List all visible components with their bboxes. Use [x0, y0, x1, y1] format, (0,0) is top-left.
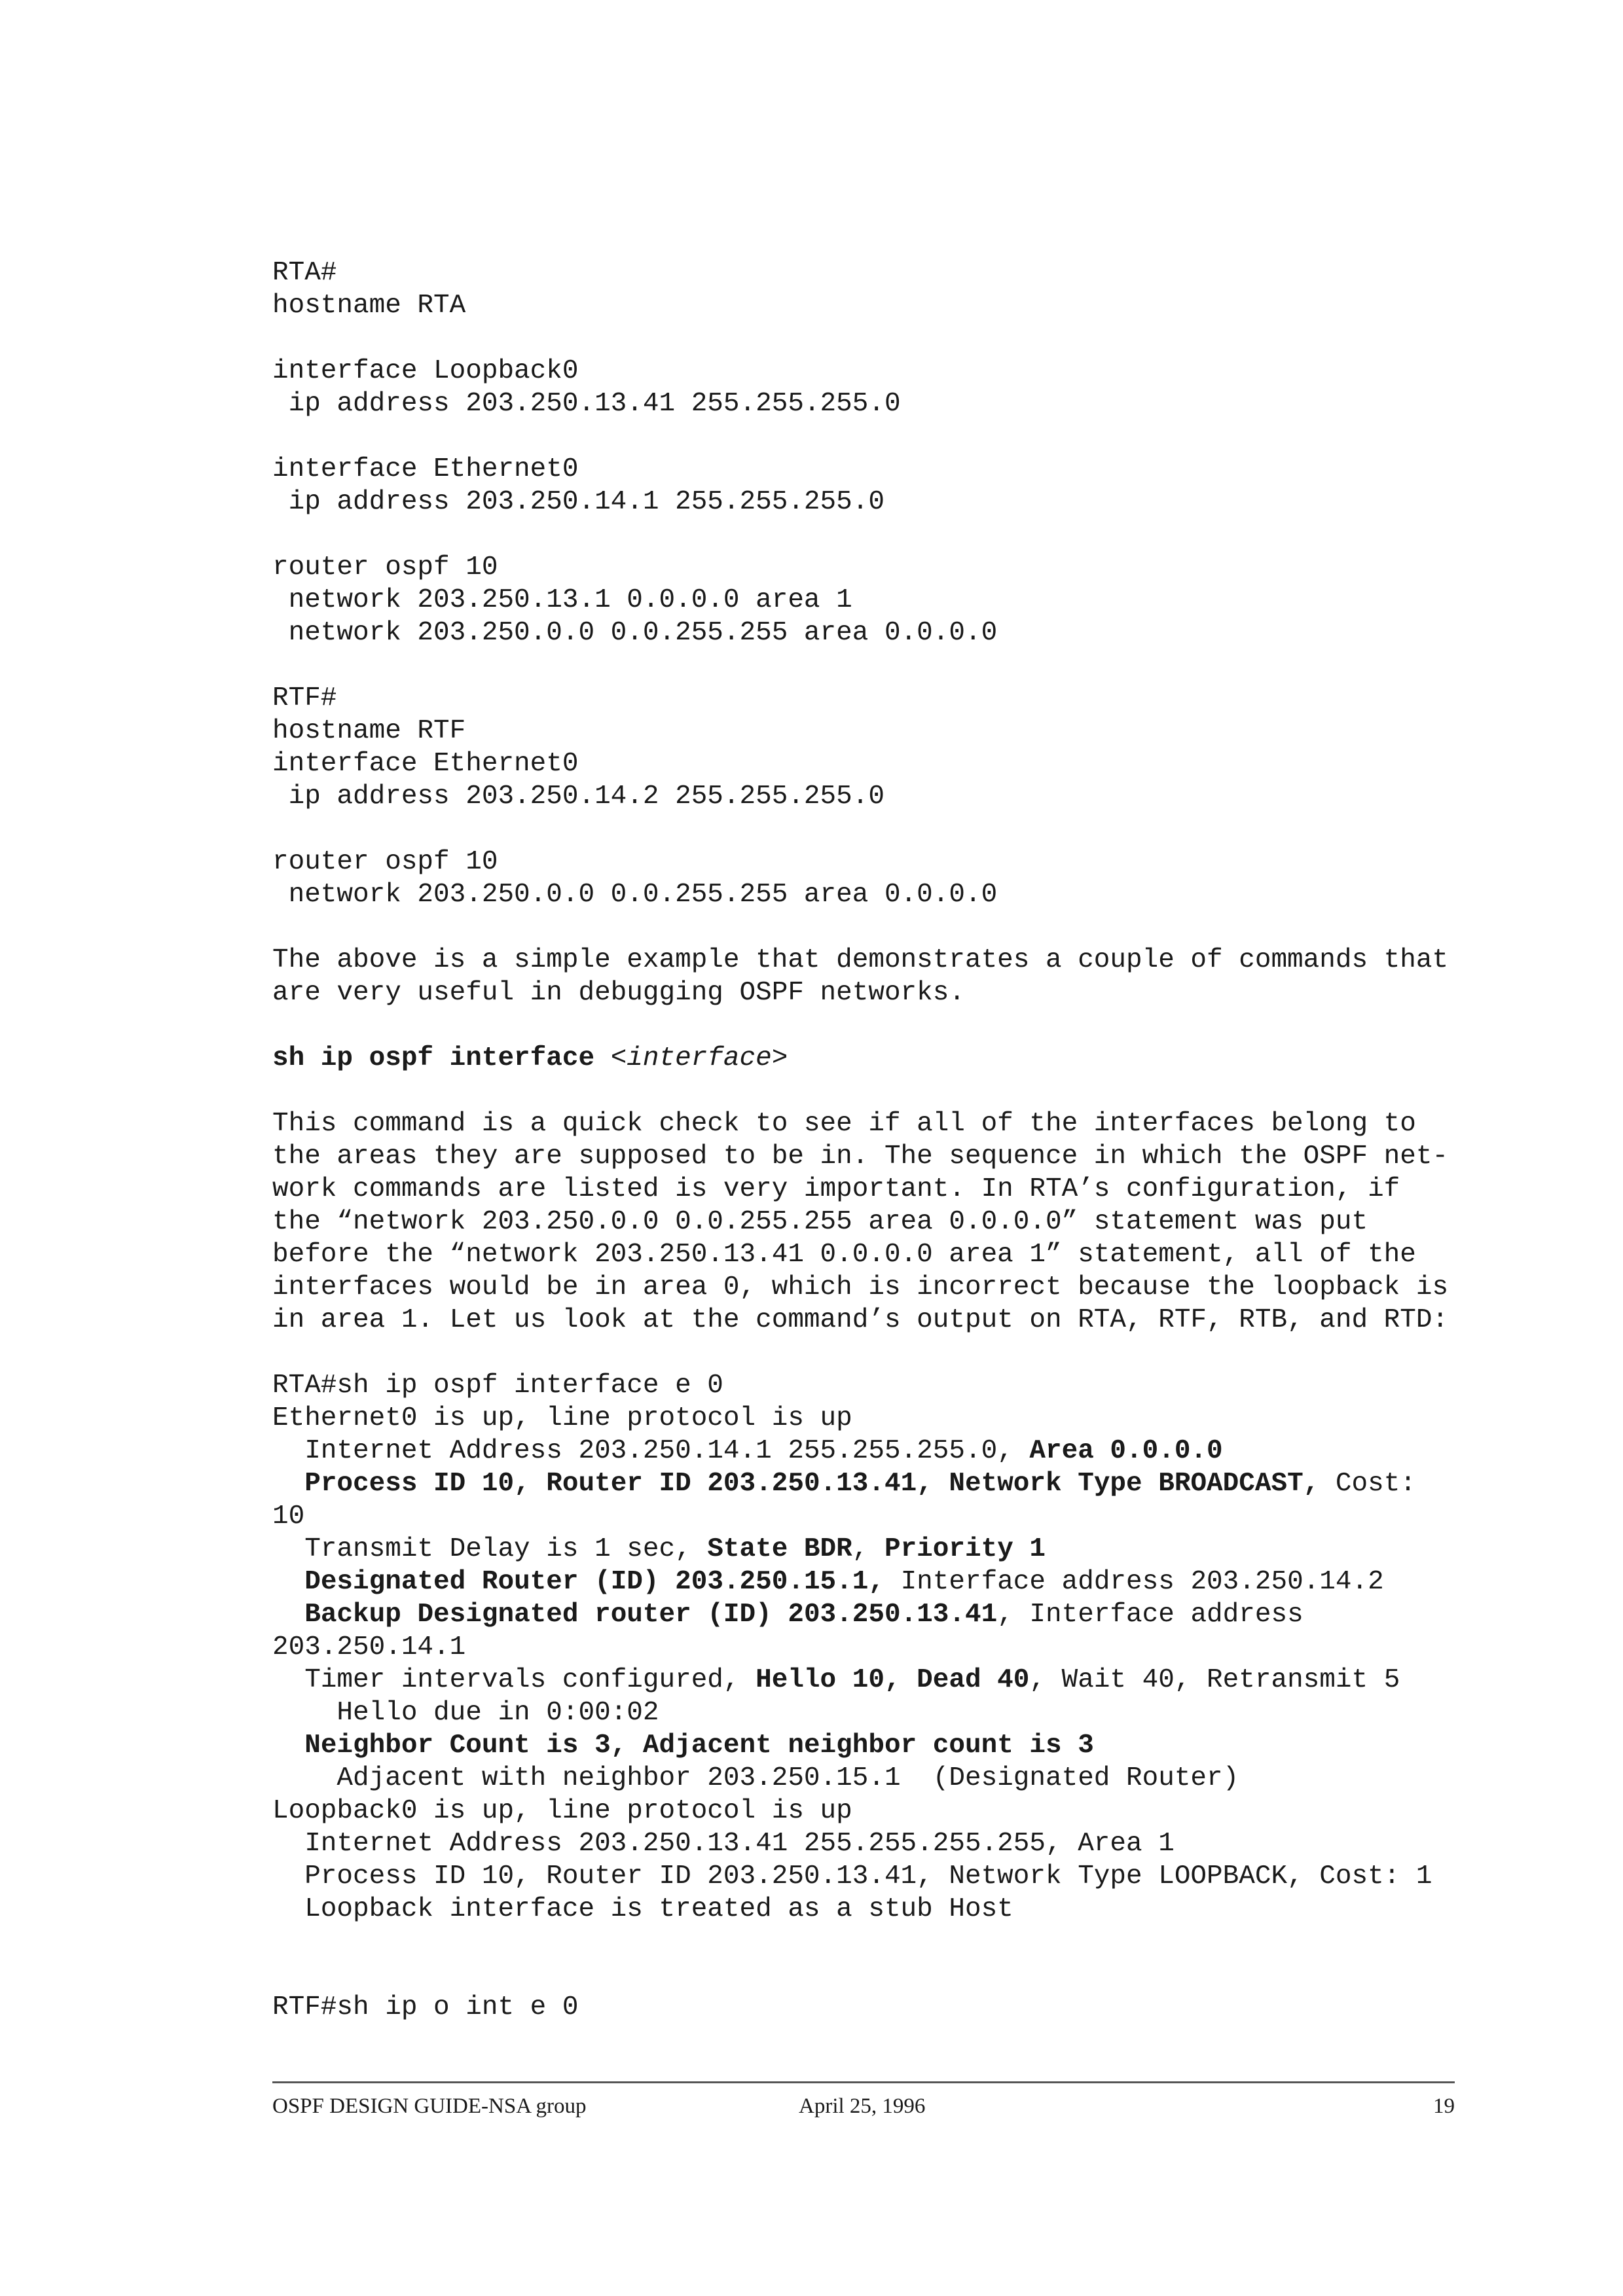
footer-divider [272, 2081, 1455, 2083]
text-segment: Cost: [1319, 1469, 1416, 1499]
rta-output-loopback-process: Process ID 10, Router ID 203.250.13.41, Network Type LOOPBACK, Cost: 1 [272, 1861, 1432, 1892]
neighbor-count: Neighbor Count is 3, Adjacent neighbor count is 3 [304, 1731, 1094, 1761]
spacer [272, 420, 1464, 453]
rta-config-prompt: RTA# [272, 258, 337, 288]
text-segment [272, 1600, 304, 1630]
rtf-config-ethernet-ip: ip address 203.250.14.2 255.255.255.0 [272, 781, 884, 812]
rta-config-network-2: network 203.250.0.0 0.0.255.255 area 0.0.0.0 [272, 618, 998, 648]
rtf-config-prompt: RTF# [272, 683, 337, 713]
text-segment: Timer intervals configured, [272, 1665, 756, 1695]
rta-config-network-1: network 203.250.13.1 0.0.0.0 area 1 [272, 585, 852, 615]
rtf-config-hostname: hostname RTF [272, 716, 466, 746]
rta-config-hostname: hostname RTA [272, 291, 466, 321]
description-line-7: in area 1. Let us look at the command’s output on RTA, RTF, RTB, and RTD: [272, 1305, 1449, 1335]
footer-document-title: OSPF DESIGN GUIDE-NSA group [272, 2094, 587, 2118]
description-line-6: interfaces would be in area 0, which is incorrect because the loopback is [272, 1272, 1449, 1302]
spacer [272, 813, 1464, 846]
text-segment: , Wait 40, Retransmit 5 [1029, 1665, 1400, 1695]
rta-output-loopback-address: Internet Address 203.250.13.41 255.255.255.255, Area 1 [272, 1829, 1175, 1859]
rta-output-ethernet-address [272, 1435, 1464, 1467]
spacer [272, 518, 1464, 551]
rta-config-loopback-ip: ip address 203.250.13.41 255.255.255.0 [272, 389, 901, 419]
description-line-3: work commands are listed is very important. In RTA’s configuration, if [272, 1174, 1400, 1204]
text-segment: Transmit Delay is 1 sec, [272, 1534, 708, 1564]
rta-output-neighbor-count [272, 1729, 1464, 1762]
priority-value: Priority 1 [884, 1534, 1046, 1564]
footer-page-number: 19 [1433, 2094, 1455, 2118]
description-line-2: the areas they are supposed to be in. The sequence in which the OSPF net- [272, 1141, 1449, 1172]
spacer [272, 1926, 1464, 1958]
rta-output-hello-due: Hello due in 0:00:02 [272, 1698, 659, 1728]
spacer [272, 1075, 1464, 1107]
text-segment [272, 1731, 304, 1761]
rta-config-loopback: interface Loopback0 [272, 356, 579, 386]
text-segment: , [852, 1534, 884, 1564]
description-line-4: the “network 203.250.0.0 0.0.255.255 area 0.0.0.0” statement was put [272, 1207, 1368, 1237]
rta-output-backup-router [272, 1598, 1464, 1631]
spacer [272, 322, 1464, 355]
spacer [272, 1009, 1464, 1042]
timer-values: Hello 10, Dead 40 [756, 1665, 1030, 1695]
rta-config-ethernet-ip: ip address 203.250.14.1 255.255.255.0 [272, 487, 884, 517]
page-body [272, 257, 1464, 2024]
rta-output-ethernet-cost: 10 [272, 1501, 305, 1532]
area-value: Area 0.0.0.0 [1029, 1436, 1223, 1466]
rta-output-ethernet-process [272, 1467, 1464, 1500]
rtf-output-command: RTF#sh ip o int e 0 [272, 1992, 579, 2022]
intro-line-1: The above is a simple example that demonstrates a couple of commands that [272, 945, 1449, 975]
dr-id: Designated Router (ID) 203.250.15.1, [304, 1567, 884, 1597]
text-segment [272, 1567, 304, 1597]
rta-config-ethernet: interface Ethernet0 [272, 454, 579, 484]
rta-output-adjacent: Adjacent with neighbor 203.250.15.1 (Designated Router) [272, 1763, 1239, 1793]
text-segment: , Interface address [997, 1600, 1304, 1630]
description-line-5: before the “network 203.250.13.41 0.0.0.0 area 1” statement, all of the [272, 1240, 1416, 1270]
rta-output-designated-router [272, 1566, 1464, 1598]
description-line-1: This command is a quick check to see if all of the interfaces belong to [272, 1109, 1416, 1139]
rta-output-loopback-status: Loopback0 is up, line protocol is up [272, 1796, 852, 1826]
footer-date: April 25, 1996 [799, 2094, 926, 2118]
rta-output-ethernet-status: Ethernet0 is up, line protocol is up [272, 1403, 852, 1433]
rta-output-loopback-stub: Loopback interface is treated as a stub Host [272, 1894, 1013, 1924]
rta-config-router-ospf: router ospf 10 [272, 552, 498, 583]
rta-output-timer-intervals [272, 1664, 1464, 1696]
rtf-config-ethernet: interface Ethernet0 [272, 749, 579, 779]
spacer [272, 1336, 1464, 1369]
state-value: State BDR [707, 1534, 852, 1564]
text-segment: Internet Address 203.250.14.1 255.255.255.0, [272, 1436, 1030, 1466]
command-heading [272, 1042, 1464, 1075]
rta-output-transmit-delay [272, 1533, 1464, 1566]
command-heading-command: sh ip ospf interface [272, 1043, 595, 1073]
intro-line-2: are very useful in debugging OSPF networks. [272, 978, 965, 1008]
rtf-config-router-ospf: router ospf 10 [272, 847, 498, 877]
process-info: Process ID 10, Router ID 203.250.13.41, Network Type BROADCAST, [304, 1469, 1320, 1499]
command-heading-argument: <interface> [610, 1043, 788, 1073]
text-segment [272, 1469, 304, 1499]
rta-output-command: RTA#sh ip ospf interface e 0 [272, 1371, 723, 1401]
spacer [272, 649, 1464, 682]
bdr-id: Backup Designated router (ID) 203.250.13.41 [304, 1600, 998, 1630]
text-segment: Interface address 203.250.14.2 [884, 1567, 1384, 1597]
rta-output-backup-address: 203.250.14.1 [272, 1632, 466, 1662]
rtf-config-network-1: network 203.250.0.0 0.0.255.255 area 0.0.0.0 [272, 880, 998, 910]
spacer [272, 911, 1464, 944]
spacer [272, 1958, 1464, 1991]
